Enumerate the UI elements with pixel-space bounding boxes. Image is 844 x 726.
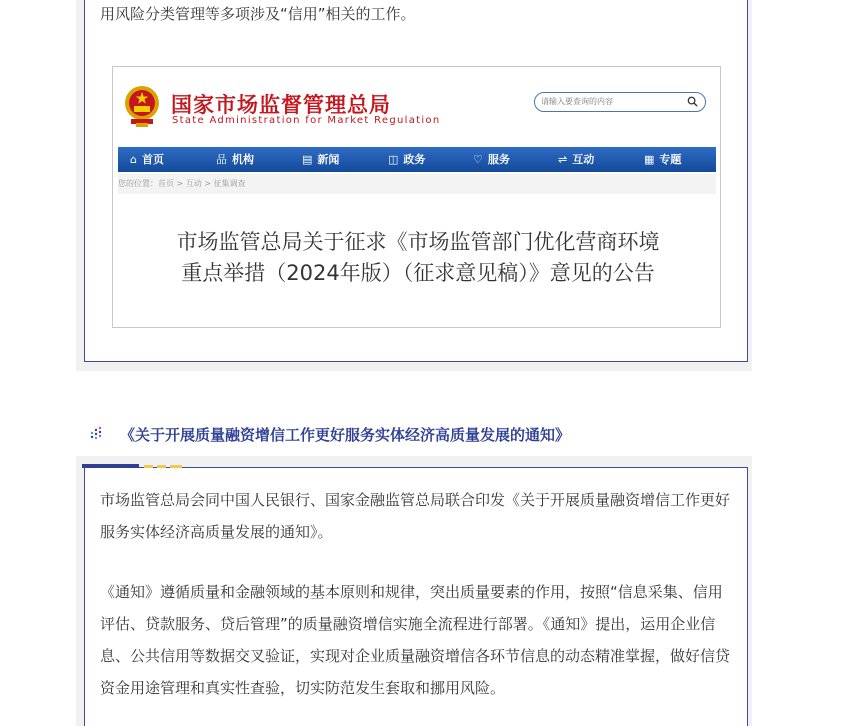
nav-label: 专题 [659,153,682,166]
nav-item-news[interactable] [302,147,339,172]
nav-label: 首页 [141,153,164,166]
search-box[interactable] [534,92,706,112]
exchange-icon: ⇌ [558,153,568,166]
nav-item-service[interactable] [473,147,510,172]
breadcrumb: 您的位置：首页 > 互动 > 征集调查 [118,179,246,188]
announcement-title[interactable]: 市场监管总局关于征求《市场监管部门优化营商环境重点举措（2024年版）（征求意见稿）》意见的公告 [176,230,660,285]
nav-item-interact[interactable] [558,147,594,172]
home-icon: ⌂ [130,153,137,166]
breadcrumb-bar [118,174,716,194]
heart-icon: ♡ [473,153,483,166]
org-icon: 品 [216,153,227,166]
card-accent-bar [82,464,139,468]
gov-icon: ◫ [388,153,399,166]
nav-item-gov[interactable] [388,147,425,172]
national-emblem-icon [123,83,161,127]
top-card-text: 用风险分类管理等多项涉及“信用”相关的工作。 [100,5,416,23]
site-title: 国家市场监督管理总局 [171,93,391,117]
news-icon: ▤ [302,153,313,166]
website-screenshot [112,66,721,328]
grid-icon: ▦ [644,153,655,166]
paragraph-1: 市场监管总局会同中国人民银行、国家金融监管总局联合印发《关于开展质量融资增信工作更好服务实体经济高质量发展的通知》。 [100,491,731,541]
site-navbar [118,147,716,172]
nav-item-topic[interactable] [644,147,681,172]
section-title: 《关于开展质量融资增信工作更好服务实体经济高质量发展的通知》 [120,426,571,444]
card-accent-dash [144,465,153,468]
search-placeholder: 请输入要查询的内容 [541,97,613,106]
site-subtitle: State Administration for Market Regulation [172,115,441,126]
nav-label: 新闻 [317,153,340,166]
dots-icon [88,426,102,440]
nav-item-home[interactable] [130,147,164,172]
card-accent-dash [170,465,182,468]
card-accent-dash [157,465,166,468]
nav-label: 互动 [572,153,595,166]
nav-label: 政务 [403,153,426,166]
nav-label: 服务 [487,153,510,166]
nav-label: 机构 [232,153,254,166]
paragraph-2: 《通知》遵循质量和金融领域的基本原则和规律，突出质量要素的作用，按照“信息采集、信用评估、贷款服务、贷后管理”的质量融资增信实施全流程进行部署。《通知》提出，运用企业信息、公共信用等数据交叉验证，实现对企业质量融资增信各环节信息的动态精准掌握，做好信贷资金用途管理和真实性查验，切实防范发生套取和挪用风险。 [100,583,731,697]
nav-item-org[interactable] [216,147,254,172]
search-icon[interactable] [687,96,698,107]
